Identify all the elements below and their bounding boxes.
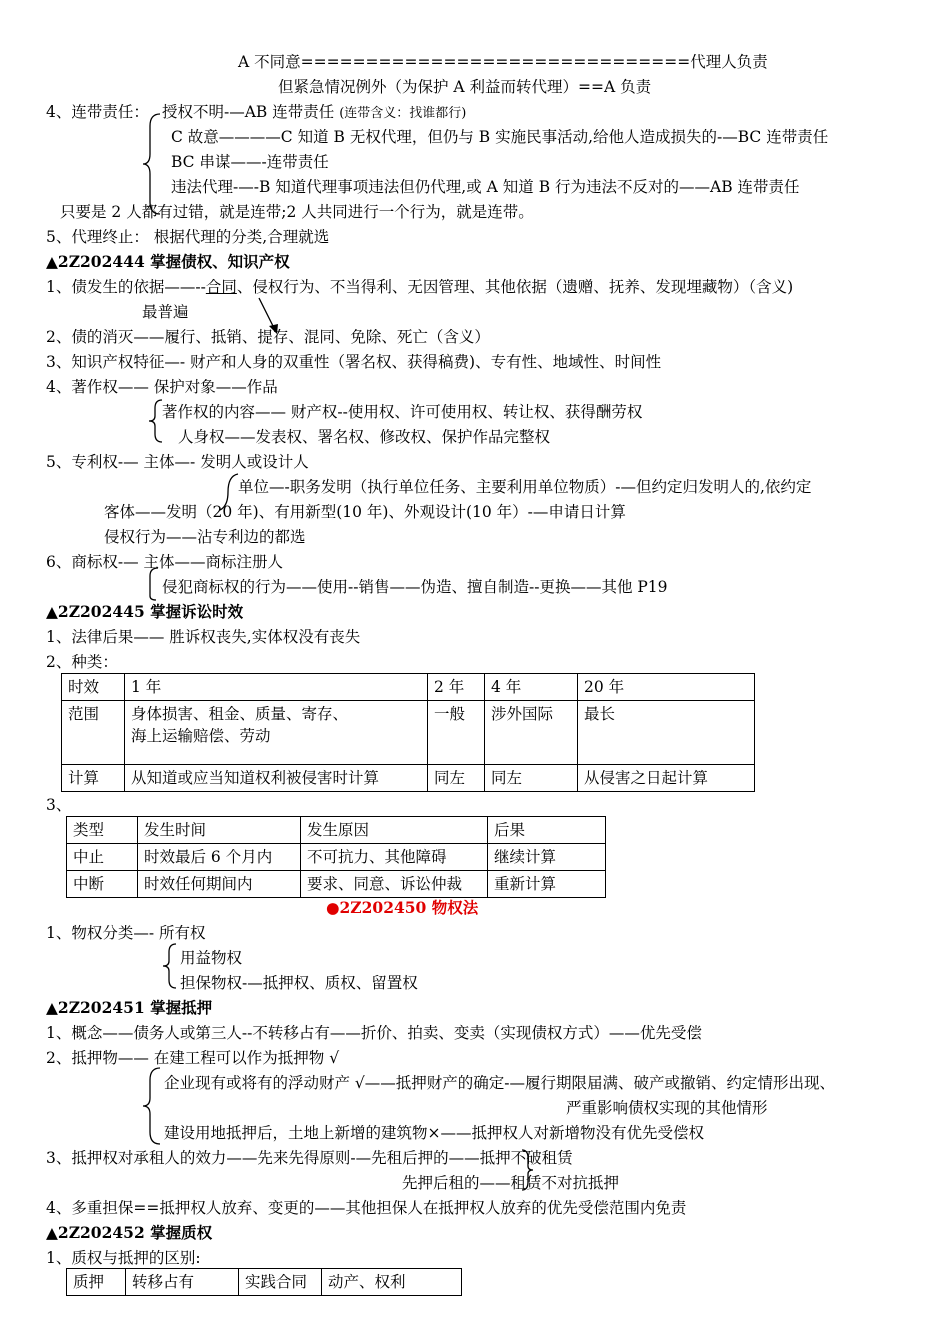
- text-line: 1、物权分类—- 所有权: [46, 924, 206, 942]
- table-row: [62, 674, 755, 701]
- table-cell: 发生原因: [301, 817, 488, 844]
- cell-line: 身体损害、租金、质量、寄存、: [131, 705, 349, 723]
- cell-line: 海上运输赔偿、劳动: [131, 727, 271, 745]
- text-line: 单位—-职务发明（执行单位任务、主要利用单位物质）-—但约定归发明人的,依约定: [238, 478, 812, 496]
- table-cell: 2 年: [428, 674, 485, 701]
- table-cell: 要求、同意、诉讼仲裁: [301, 871, 488, 898]
- text-line: C 故意————C 知道 B 无权代理，但仍与 B 实施民事活动,给他人造成损失的-—BC 连带责任: [171, 128, 829, 146]
- table-cell: 最长: [578, 701, 755, 765]
- text-line: 但紧急情况例外（为保护 A 利益而转代理）==A 负责: [278, 78, 652, 96]
- text-line: 4、多重担保==抵押权人放弃、变更的——其他担保人在抵押权人放弃的优先受偿范围内免责: [46, 1199, 687, 1217]
- text-line: 3、抵押权对承租人的效力——先来先得原则-—先租后押的——抵押不破租赁: [46, 1149, 573, 1167]
- table-cell: 同左: [428, 765, 485, 792]
- table-cell: 类型: [67, 817, 138, 844]
- table-cell: 后果: [488, 817, 606, 844]
- text-line: 建设用地抵押后，土地上新增的建筑物×——抵押权人对新增物没有优先受偿权: [164, 1124, 704, 1142]
- table-cell: 从知道或应当知道权利被侵害时计算: [125, 765, 428, 792]
- table-cell: 从侵害之日起计算: [578, 765, 755, 792]
- text-line: BC 串谋——-连带责任: [171, 153, 329, 171]
- table-cell: 质押: [67, 1269, 126, 1296]
- table-cell: 范围: [62, 701, 125, 765]
- text-line: [46, 277, 793, 297]
- text-line: 5、专利权-— 主体—- 发明人或设计人: [46, 453, 309, 471]
- table-cell: 20 年: [578, 674, 755, 701]
- table-cell: 4 年: [485, 674, 578, 701]
- text-line: 侵权行为——沾专利边的都选: [104, 528, 306, 546]
- text-line: 先押后租的——租赁不对抗抵押: [402, 1174, 620, 1192]
- table-cell: 时效任何期间内: [138, 871, 301, 898]
- text-line: 1、概念——债务人或第三人--不转移占有——折价、拍卖、变卖（实现债权方式）——优先受偿: [46, 1024, 702, 1042]
- table-cell: 动产、权利: [322, 1269, 462, 1296]
- text-line: 1、质权与抵押的区别:: [46, 1249, 201, 1267]
- table-cell: 同左: [485, 765, 578, 792]
- table-cell: [125, 701, 428, 765]
- section-heading: ▲2Z202451 掌握抵押: [46, 998, 213, 1017]
- text-line: 2、种类：: [46, 653, 118, 671]
- table-cell: 时效最后 6 个月内: [138, 844, 301, 871]
- section-heading: ▲2Z202445 掌握诉讼时效: [46, 602, 244, 621]
- table-cell: 一般: [428, 701, 485, 765]
- note-span: (连带含义：找谁都行): [339, 106, 467, 121]
- table-row: [67, 871, 606, 898]
- brace-icon: [140, 1066, 164, 1146]
- text-span: 、侵权行为、不当得利、无因管理、其他依据（遗赠、抚养、发现埋藏物）（含义): [236, 278, 794, 296]
- text-line: 担保物权-—抵押权、质权、留置权: [180, 974, 418, 992]
- text-line: 企业现有或将有的浮动财产 √——抵押财产的确定-—履行期限届满、破产或撤销、约定情形出现、: [164, 1074, 836, 1092]
- text-line: 5、代理终止： 根据代理的分类,合理就选: [46, 228, 330, 246]
- table-cell: 继续计算: [488, 844, 606, 871]
- text-span: 1、债发生的依据——--: [46, 278, 206, 296]
- table-cell: 时效: [62, 674, 125, 701]
- text-line: 6、商标权-— 主体——商标注册人: [46, 553, 284, 571]
- text-line: 侵犯商标权的行为——使用--销售——伪造、擅自制造--更换——其他 P19: [162, 578, 668, 596]
- text-line: 严重影响债权实现的其他情形: [566, 1099, 768, 1117]
- section-heading: ●2Z202450 物权法: [326, 898, 479, 917]
- text-line: 著作权的内容—— 财产权--使用权、许可使用权、转让权、获得酬劳权: [162, 403, 643, 421]
- table-row: [67, 1269, 462, 1296]
- text-line: 4、著作权—— 保护对象——作品: [46, 378, 278, 396]
- text-line: 1、法律后果—— 胜诉权丧失,实体权没有丧失: [46, 628, 361, 646]
- text-line: 最普遍: [142, 303, 189, 321]
- text-line: 人身权——发表权、署名权、修改权、保护作品完整权: [178, 428, 551, 446]
- table-cell: 计算: [62, 765, 125, 792]
- text-line: A 不同意==============================代理人负责: [238, 53, 768, 71]
- table-row: [67, 817, 606, 844]
- text-line: 只要是 2 人都有过错，就是连带;2 人共同进行一个行为，就是连带。: [60, 203, 534, 221]
- brace-icon: [160, 942, 180, 990]
- text-span: 授权不明-—AB 连带责任: [162, 103, 335, 121]
- table-cell: 发生时间: [138, 817, 301, 844]
- table-cell: 重新计算: [488, 871, 606, 898]
- brace-icon: [140, 112, 164, 216]
- suspension-interruption-table: [66, 816, 606, 898]
- table-cell: 1 年: [125, 674, 428, 701]
- table-cell: 涉外国际: [485, 701, 578, 765]
- table-cell: 转移占有: [126, 1269, 239, 1296]
- underlined-term: 合同: [205, 278, 237, 296]
- text-line: 4、连带责任：: [46, 103, 149, 121]
- table-row: [67, 844, 606, 871]
- table-cell: 不可抗力、其他障碍: [301, 844, 488, 871]
- table-cell: 中断: [67, 871, 138, 898]
- brace-icon: [140, 566, 162, 602]
- table-cell: 中止: [67, 844, 138, 871]
- section-heading: ▲2Z202452 掌握质权: [46, 1223, 213, 1242]
- text-line: 用益物权: [180, 949, 243, 967]
- text-line: 客体——发明（20 年)、有用新型(10 年)、外观设计(10 年）-—申请日计算: [104, 503, 626, 521]
- text-line: 2、债的消灭——履行、抵销、提存、混同、免除、死亡（含义）: [46, 328, 490, 346]
- table-row: [62, 701, 755, 765]
- limitation-types-table: [61, 673, 755, 792]
- text-line: 3、知识产权特征—- 财产和人身的双重性（署名权、获得稿费)、专有性、地域性、时间性: [46, 353, 662, 371]
- pledge-vs-mortgage-table: [66, 1268, 462, 1296]
- text-line: 3、: [46, 796, 72, 814]
- text-line: 2、抵押物—— 在建工程可以作为抵押物 √: [46, 1049, 340, 1067]
- section-heading: ▲2Z202444 掌握债权、知识产权: [46, 252, 290, 271]
- text-line: 违法代理-—-B 知道代理事项违法但仍代理,或 A 知道 B 行为违法不反对的——AB 连带责任: [171, 178, 800, 196]
- table-cell: 实践合同: [239, 1269, 322, 1296]
- text-line: [162, 102, 466, 124]
- table-row: [62, 765, 755, 792]
